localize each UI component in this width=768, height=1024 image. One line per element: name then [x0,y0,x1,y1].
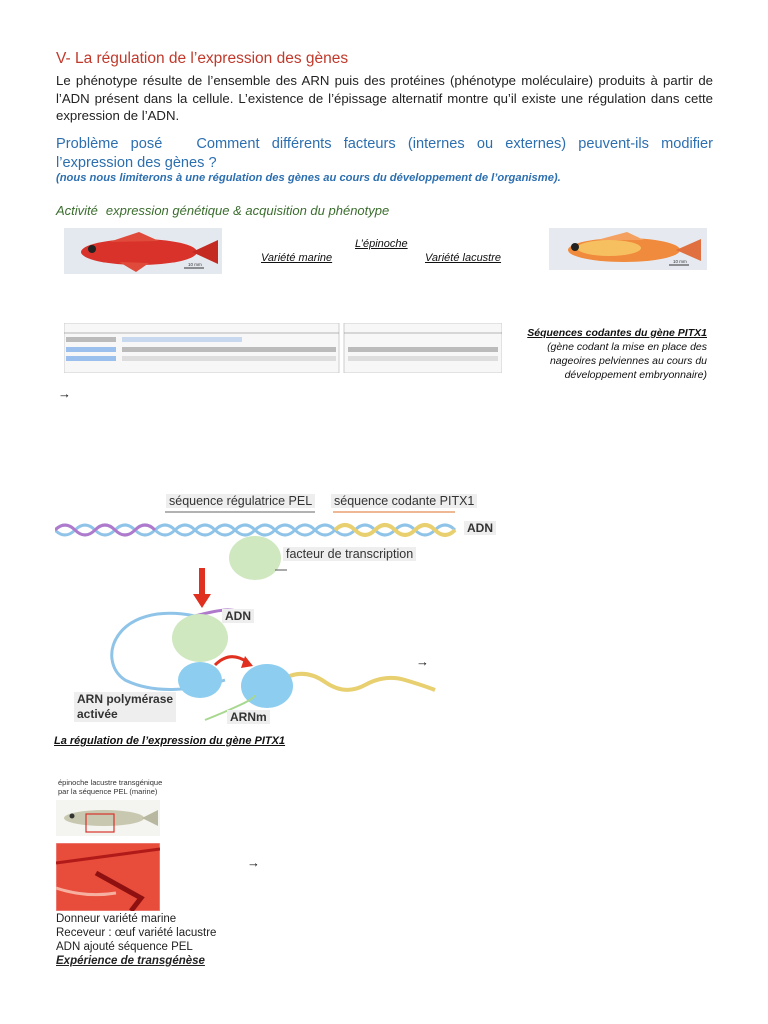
sequence-caption-body: (gène codant la mise en place des nageoires pelviennes au cours du développement embryonnaire) [547,341,707,381]
sequence-caption [507,326,707,382]
answer-arrow-1: → [58,386,71,401]
activity-text: expression génétique & acquisition du phénotype [105,203,390,218]
added-dna-line: ADN ajouté séquence PEL [56,941,193,953]
pelvic-fin-closeup-photo [56,843,160,911]
scope-note: (nous nous limiterons à une régulation des gènes au cours du développement de l’organisme). [56,172,561,184]
dna-label-top: ADN [464,521,496,535]
problem-label: Problème posé [56,136,163,152]
answer-arrow-3: → [247,855,260,870]
sequence-caption-title: Séquences codantes du gène PITX1 [527,327,707,339]
mrna-label: ARNm [227,710,270,724]
fish-title: L’épinoche [355,238,408,250]
transgenic-fish-photo [56,800,160,836]
intro-paragraph: Le phénotype résulte de l’ensemble des ARN puis des protéines (phénotype moléculaire) produits à partir de l’ADN présent dans la cellule. L’existence de l’épissage alternatif montre qu’il existe une régulation dans cette expression de l’ADN. [56,73,713,123]
diagram-caption: La régulation de l’expression du gène PITX1 [54,735,286,747]
sequence-alignment-image [64,323,502,373]
problem-question: Comment différents facteurs (internes ou externes) peuvent-ils modifier l’expression des gènes ? [56,136,713,171]
answer-arrow-2: → [416,654,429,669]
recipient-line: Receveur : œuf variété lacustre [56,927,217,939]
section-title: V- La régulation de l’expression des gènes [56,50,349,67]
transgenic-photo-label [58,778,162,796]
marine-scale-label: 10 mm [188,262,202,267]
rna-polymerase-label-line2: activée [77,707,118,721]
dna-label-loop: ADN [222,609,254,623]
rna-polymerase-label [74,692,176,722]
marine-fish-photo [64,228,222,274]
lacustrine-fish-photo [549,228,707,270]
donor-line: Donneur variété marine [56,913,177,925]
coding-sequence-label: séquence codante PITX1 [331,494,477,508]
activity-heading [56,203,389,218]
transgenesis-caption: Expérience de transgénèse [56,955,205,967]
transcription-factor-label: facteur de transcription [283,547,416,561]
transgenic-photo-label-line2: par la séquence PEL (marine) [58,787,158,796]
marine-variety-label: Variété marine [261,252,333,264]
transgenesis-legend [56,912,216,968]
rna-polymerase-label-line1: ARN polymérase [77,692,174,706]
transgenic-photo-label-line1: épinoche lacustre transgénique [58,778,163,787]
lacustrine-variety-label: Variété lacustre [425,252,502,264]
activity-label: Activité [56,203,98,218]
lacustrine-scale-label: 10 mm [673,259,687,264]
problem-statement [56,135,713,172]
pel-label: séquence régulatrice PEL [166,494,315,508]
